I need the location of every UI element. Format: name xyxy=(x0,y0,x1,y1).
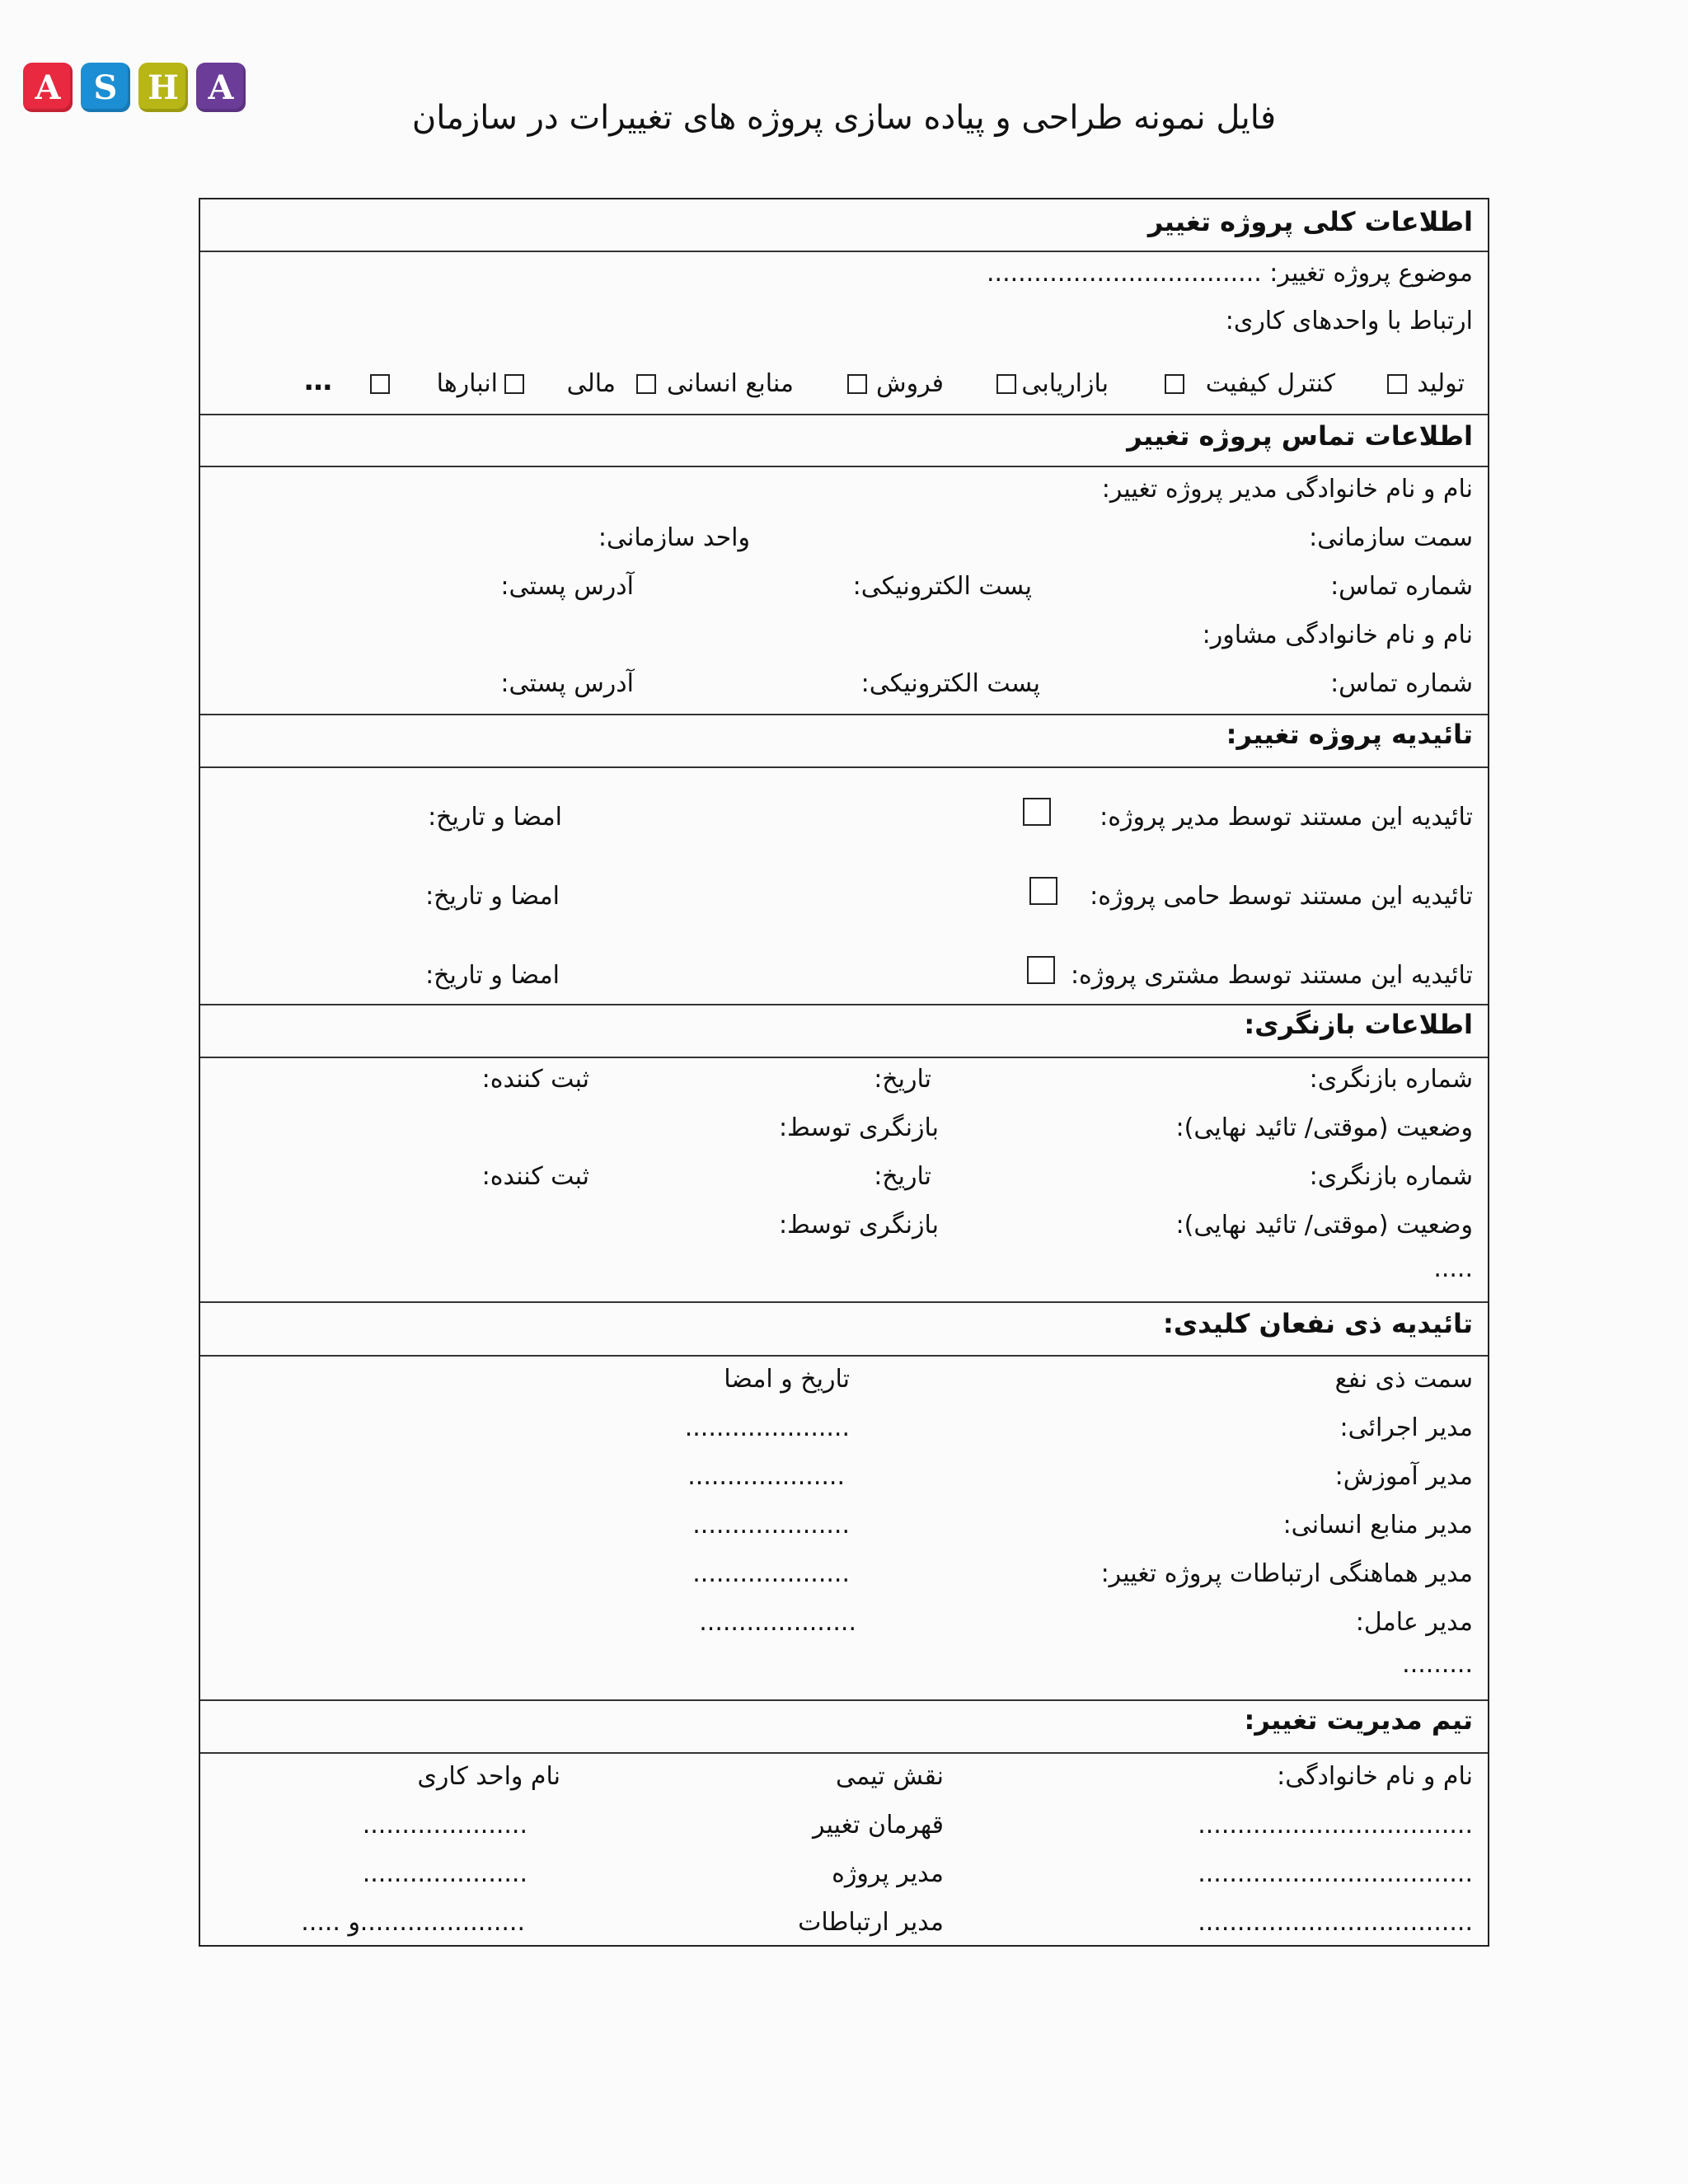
more-stakeholders: ......... xyxy=(1402,1650,1473,1679)
divider xyxy=(200,466,1488,467)
advisor-email-field[interactable]: پست الکترونیکی: xyxy=(860,669,1040,698)
revision-status-field[interactable]: وضعیت (موقتی/ تائید نهایی): xyxy=(1175,1113,1473,1142)
stakeholder-sign-field[interactable]: .................... xyxy=(687,1462,845,1491)
stakeholder-role: مدیر اجرائی: xyxy=(1339,1413,1473,1442)
divider xyxy=(200,1699,1488,1701)
advisor-address-field[interactable]: آدرس پستی: xyxy=(500,669,634,698)
revised-by-field[interactable]: بازنگری توسط: xyxy=(778,1211,939,1240)
stakeholder-role: مدیر منابع انسانی: xyxy=(1282,1511,1473,1540)
section-heading-general: اطلاعات کلی پروژه تغییر xyxy=(1147,206,1473,237)
approval-checkbox[interactable] xyxy=(1027,956,1055,984)
approval-label: تائیدیه این مستند توسط حامی پروژه: xyxy=(1090,882,1473,911)
stakeholder-sign-field[interactable]: .................... xyxy=(692,1559,850,1588)
revision-status-field[interactable]: وضعیت (موقتی/ تائید نهایی): xyxy=(1175,1211,1473,1240)
divider xyxy=(200,766,1488,768)
unit-label-warehouses: انبارها xyxy=(436,369,498,398)
registrar-field[interactable]: ثبت کننده: xyxy=(481,1065,589,1094)
logo-letter: A xyxy=(196,63,246,112)
more-units-note: و ..... xyxy=(301,1908,360,1937)
signature-date-field[interactable]: امضا و تاریخ: xyxy=(425,961,560,990)
section-heading-contact: اطلاعات تماس پروژه تغییر xyxy=(1127,420,1473,452)
approval-label: تائیدیه این مستند توسط مدیر پروژه: xyxy=(1100,803,1473,832)
position-field[interactable]: سمت سازمانی: xyxy=(1309,523,1473,552)
revised-by-field[interactable]: بازنگری توسط: xyxy=(778,1113,939,1142)
checkbox-production[interactable] xyxy=(1387,374,1407,394)
logo-letter: A xyxy=(23,63,73,112)
stakeholder-sign-field[interactable]: ..................... xyxy=(684,1413,850,1442)
section-heading-approval: تائیدیه پروژه تغییر: xyxy=(1226,719,1473,750)
checkbox-finance[interactable] xyxy=(504,374,524,394)
org-unit-field[interactable]: واحد سازمانی: xyxy=(598,523,750,552)
advisor-name-field[interactable]: نام و نام خانوادگی مشاور: xyxy=(1202,621,1473,649)
column-header-unit: نام واحد کاری xyxy=(417,1762,560,1791)
signature-date-field[interactable]: امضا و تاریخ: xyxy=(428,803,562,832)
registrar-field[interactable]: ثبت کننده: xyxy=(481,1162,589,1191)
more-revisions: ..... xyxy=(1433,1254,1473,1283)
section-heading-team: تیم مدیریت تغییر: xyxy=(1244,1704,1473,1736)
team-role: مدیر ارتباطات xyxy=(798,1908,944,1937)
team-role: مدیر پروژه xyxy=(832,1859,944,1888)
work-units-label: ارتباط با واحدهای کاری: xyxy=(1225,307,1473,335)
column-header-name: نام و نام خانوادگی: xyxy=(1277,1762,1473,1791)
unit-label-production: تولید xyxy=(1417,369,1465,398)
divider xyxy=(200,414,1488,415)
column-header-role: سمت ذی نفع xyxy=(1334,1365,1473,1394)
signature-date-field[interactable]: امضا و تاریخ: xyxy=(425,882,560,911)
advisor-phone-field[interactable]: شماره تماس: xyxy=(1330,669,1473,698)
divider xyxy=(200,251,1488,252)
divider xyxy=(200,1301,1488,1303)
logo-letter: S xyxy=(81,63,130,112)
project-topic-field[interactable]: موضوع پروژه تغییر: ................................... xyxy=(987,259,1473,288)
divider xyxy=(200,714,1488,715)
document-title: فایل نمونه طراحی و پیاده سازی پروژه های تغییرات در سازمان xyxy=(411,99,1277,137)
divider xyxy=(200,1057,1488,1058)
phone-field[interactable]: شماره تماس: xyxy=(1330,572,1473,601)
column-header-sign: تاریخ و امضا xyxy=(724,1365,850,1394)
approval-checkbox[interactable] xyxy=(1029,877,1057,905)
approval-checkbox[interactable] xyxy=(1023,798,1051,826)
team-member-name-field[interactable]: ................................... xyxy=(1198,1908,1473,1937)
logo-letter: H xyxy=(138,63,188,112)
checkbox-quality-control[interactable] xyxy=(1165,374,1184,394)
approval-label: تائیدیه این مستند توسط مشتری پروژه: xyxy=(1070,961,1473,990)
stakeholder-role: مدیر هماهنگی ارتباطات پروژه تغییر: xyxy=(1100,1559,1473,1588)
checkbox-hr[interactable] xyxy=(636,374,656,394)
divider xyxy=(200,1004,1488,1005)
team-unit-field[interactable]: ..................... xyxy=(359,1908,525,1937)
team-unit-field[interactable]: ..................... xyxy=(362,1811,528,1840)
divider xyxy=(200,1752,1488,1754)
unit-label-sales: فروش xyxy=(875,369,944,398)
revision-date-field[interactable]: تاریخ: xyxy=(874,1065,931,1094)
team-unit-field[interactable]: ..................... xyxy=(362,1859,528,1888)
divider xyxy=(200,1355,1488,1357)
section-heading-stakeholders: تائیدیه ذی نفعان کلیدی: xyxy=(1163,1308,1473,1339)
team-member-name-field[interactable]: ................................... xyxy=(1198,1859,1473,1888)
manager-name-field[interactable]: نام و نام خانوادگی مدیر پروژه تغییر: xyxy=(1101,475,1473,504)
revision-date-field[interactable]: تاریخ: xyxy=(874,1162,931,1191)
checkbox-marketing[interactable] xyxy=(996,374,1016,394)
revision-number-field[interactable]: شماره بازنگری: xyxy=(1309,1065,1473,1094)
stakeholder-role: مدیر عامل: xyxy=(1355,1608,1473,1637)
unit-label-finance: مالی xyxy=(566,369,616,398)
stakeholder-sign-field[interactable]: .................... xyxy=(699,1608,856,1637)
address-field[interactable]: آدرس پستی: xyxy=(500,572,634,601)
change-project-form xyxy=(199,198,1489,1947)
unit-label-marketing: بازاریابی xyxy=(1021,369,1109,398)
unit-label-hr: منابع انسانی xyxy=(666,369,794,398)
checkbox-warehouses[interactable] xyxy=(370,374,390,394)
email-field[interactable]: پست الکترونیکی: xyxy=(852,572,1032,601)
stakeholder-sign-field[interactable]: .................... xyxy=(692,1511,850,1540)
column-header-role: نقش تیمی xyxy=(835,1762,944,1791)
stakeholder-role: مدیر آموزش: xyxy=(1334,1462,1473,1491)
more-units-ellipsis: … xyxy=(304,364,332,397)
team-role: قهرمان تغییر xyxy=(813,1811,944,1840)
checkbox-sales[interactable] xyxy=(847,374,867,394)
unit-label-quality-control: کنترل کیفیت xyxy=(1205,369,1335,398)
section-heading-revision: اطلاعات بازنگری: xyxy=(1244,1009,1473,1040)
team-member-name-field[interactable]: ................................... xyxy=(1198,1811,1473,1840)
revision-number-field[interactable]: شماره بازنگری: xyxy=(1309,1162,1473,1191)
